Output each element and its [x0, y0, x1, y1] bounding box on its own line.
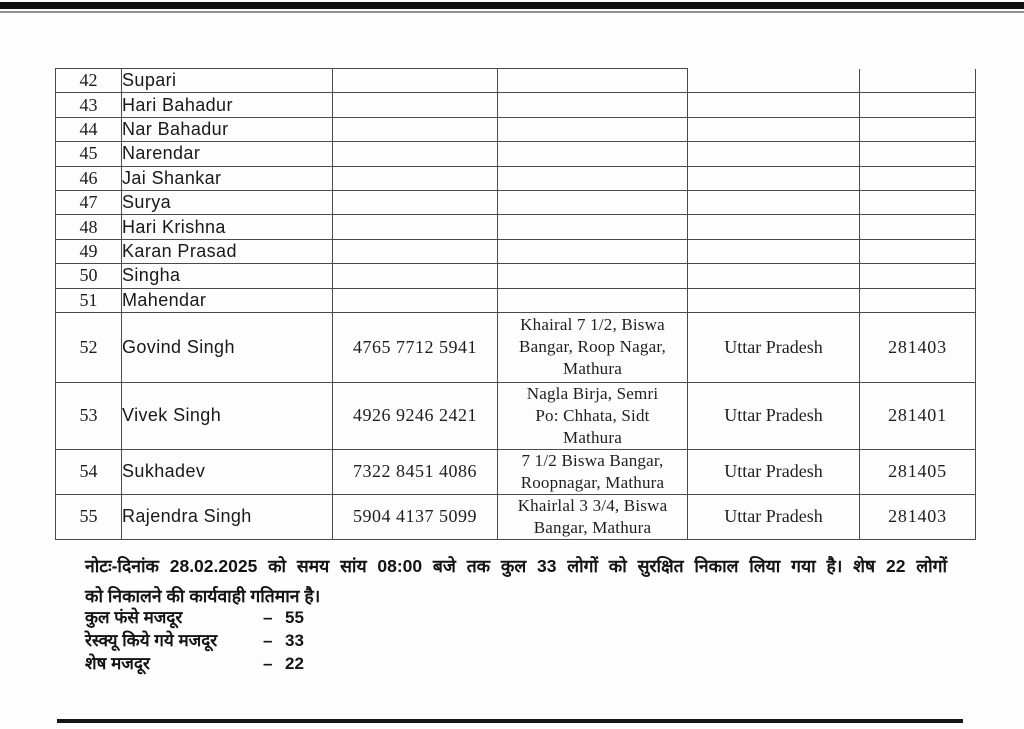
pincode-cell: 281403 — [860, 494, 976, 539]
name-cell: Singha — [122, 264, 333, 288]
state-cell: Uttar Pradesh — [688, 312, 860, 382]
name-cell: Narendar — [122, 142, 333, 166]
state-cell — [688, 215, 860, 239]
name-cell: Govind Singh — [122, 312, 333, 382]
summary-block — [85, 606, 304, 675]
name-cell: Vivek Singh — [122, 382, 333, 449]
id-number-cell — [333, 239, 498, 263]
address-cell — [498, 117, 688, 141]
pincode-cell: 281401 — [860, 382, 976, 449]
serial-cell: 51 — [56, 288, 122, 312]
id-number-cell — [333, 142, 498, 166]
table-row — [56, 312, 976, 382]
pincode-cell — [860, 288, 976, 312]
serial-cell: 53 — [56, 382, 122, 449]
top-border-shadow-line — [0, 11, 1024, 13]
table-row — [56, 449, 976, 494]
serial-cell: 55 — [56, 494, 122, 539]
table-row — [56, 117, 976, 141]
table-row — [56, 288, 976, 312]
address-line: Nagla Birja, Semri — [526, 383, 659, 403]
name-cell: Supari — [122, 69, 333, 93]
address-cell — [498, 215, 688, 239]
state-cell — [688, 190, 860, 214]
summary-value: 55 — [285, 608, 304, 627]
serial-cell: 46 — [56, 166, 122, 190]
address-cell — [498, 264, 688, 288]
address-cell — [498, 166, 688, 190]
state-cell: Uttar Pradesh — [688, 494, 860, 539]
table-row — [56, 142, 976, 166]
address-cell — [498, 494, 688, 539]
pincode-cell — [860, 166, 976, 190]
state-cell — [688, 93, 860, 117]
pincode-cell — [860, 142, 976, 166]
id-number-cell — [333, 93, 498, 117]
serial-cell: 44 — [56, 117, 122, 141]
address-line: Po: Chhata, Sidt — [535, 405, 650, 425]
table-row — [56, 239, 976, 263]
address-line: 7 1/2 Biswa Bangar, — [521, 450, 664, 470]
summary-value: 33 — [285, 631, 304, 650]
pincode-cell — [860, 264, 976, 288]
serial-cell: 52 — [56, 312, 122, 382]
state-cell — [688, 69, 860, 93]
name-cell: Sukhadev — [122, 449, 333, 494]
bottom-border-line — [57, 719, 963, 723]
serial-cell: 45 — [56, 142, 122, 166]
name-cell: Mahendar — [122, 288, 333, 312]
name-cell: Jai Shankar — [122, 166, 333, 190]
id-number-cell: 5904 4137 5099 — [333, 494, 498, 539]
id-number-cell — [333, 288, 498, 312]
address-cell — [498, 93, 688, 117]
state-cell — [688, 142, 860, 166]
pincode-cell — [860, 117, 976, 141]
serial-cell: 54 — [56, 449, 122, 494]
state-cell — [688, 117, 860, 141]
state-cell: Uttar Pradesh — [688, 449, 860, 494]
pincode-cell — [860, 93, 976, 117]
table-row — [56, 382, 976, 449]
pincode-cell: 281405 — [860, 449, 976, 494]
top-border-line — [0, 2, 1024, 9]
note-text-line1: नोटः-दिनांक 28.02.2025 को समय सांय 08:00 बजे तक कुल 33 लोगों को सुरक्षित निकाल लिया गया है। शेष 22 लोगों — [85, 556, 947, 576]
summary-row — [85, 629, 304, 652]
summary-dash-icon: – — [263, 654, 273, 673]
note-text-line2: को निकालने की कार्यवाही गतिमान है। — [85, 586, 321, 606]
address-cell — [498, 190, 688, 214]
address-line: Khairlal 3 3/4, Biswa — [517, 495, 668, 515]
state-cell — [688, 264, 860, 288]
summary-label: रेस्क्यू किये गये मजदूर — [85, 631, 218, 650]
table-row — [56, 190, 976, 214]
serial-cell: 42 — [56, 69, 122, 93]
state-cell — [688, 239, 860, 263]
table-row — [56, 93, 976, 117]
name-cell: Rajendra Singh — [122, 494, 333, 539]
serial-cell: 48 — [56, 215, 122, 239]
id-number-cell — [333, 215, 498, 239]
summary-label: शेष मजदूर — [85, 654, 150, 673]
address-cell — [498, 288, 688, 312]
id-number-cell: 4765 7712 5941 — [333, 312, 498, 382]
address-cell — [498, 69, 688, 93]
name-cell: Hari Krishna — [122, 215, 333, 239]
note-block — [85, 551, 947, 611]
serial-cell: 49 — [56, 239, 122, 263]
id-number-cell — [333, 117, 498, 141]
summary-label: कुल फंसे मजदूर — [85, 608, 183, 627]
id-number-cell: 4926 9246 2421 — [333, 382, 498, 449]
serial-cell: 43 — [56, 93, 122, 117]
serial-cell: 47 — [56, 190, 122, 214]
name-cell: Hari Bahadur — [122, 93, 333, 117]
address-line: Bangar, Mathura — [533, 517, 652, 537]
address-line: Roopnagar, Mathura — [520, 472, 665, 492]
id-number-cell — [333, 166, 498, 190]
address-cell — [498, 312, 688, 382]
pincode-cell — [860, 215, 976, 239]
address-line: Bangar, Roop Nagar, — [519, 337, 666, 357]
table-row — [56, 264, 976, 288]
address-line: Mathura — [563, 427, 622, 447]
pincode-cell — [860, 239, 976, 263]
summary-dash-icon: – — [263, 631, 273, 650]
serial-cell: 50 — [56, 264, 122, 288]
table-row — [56, 69, 976, 93]
summary-row — [85, 606, 304, 629]
summary-dash-icon: – — [263, 608, 273, 627]
state-cell — [688, 166, 860, 190]
address-cell — [498, 382, 688, 449]
address-line: Khairal 7 1/2, Biswa — [520, 315, 665, 335]
state-cell — [688, 288, 860, 312]
pincode-cell — [860, 69, 976, 93]
id-number-cell: 7322 8451 4086 — [333, 449, 498, 494]
pincode-cell: 281403 — [860, 312, 976, 382]
address-cell — [498, 142, 688, 166]
table-row — [56, 166, 976, 190]
address-cell — [498, 239, 688, 263]
summary-value: 22 — [285, 654, 304, 673]
workers-table — [55, 68, 976, 540]
state-cell: Uttar Pradesh — [688, 382, 860, 449]
pincode-cell — [860, 190, 976, 214]
address-line: Mathura — [563, 359, 622, 379]
summary-row — [85, 652, 304, 675]
address-cell — [498, 449, 688, 494]
name-cell: Nar Bahadur — [122, 117, 333, 141]
table-row — [56, 215, 976, 239]
table-row — [56, 494, 976, 539]
id-number-cell — [333, 264, 498, 288]
name-cell: Karan Prasad — [122, 239, 333, 263]
id-number-cell — [333, 69, 498, 93]
id-number-cell — [333, 190, 498, 214]
name-cell: Surya — [122, 190, 333, 214]
